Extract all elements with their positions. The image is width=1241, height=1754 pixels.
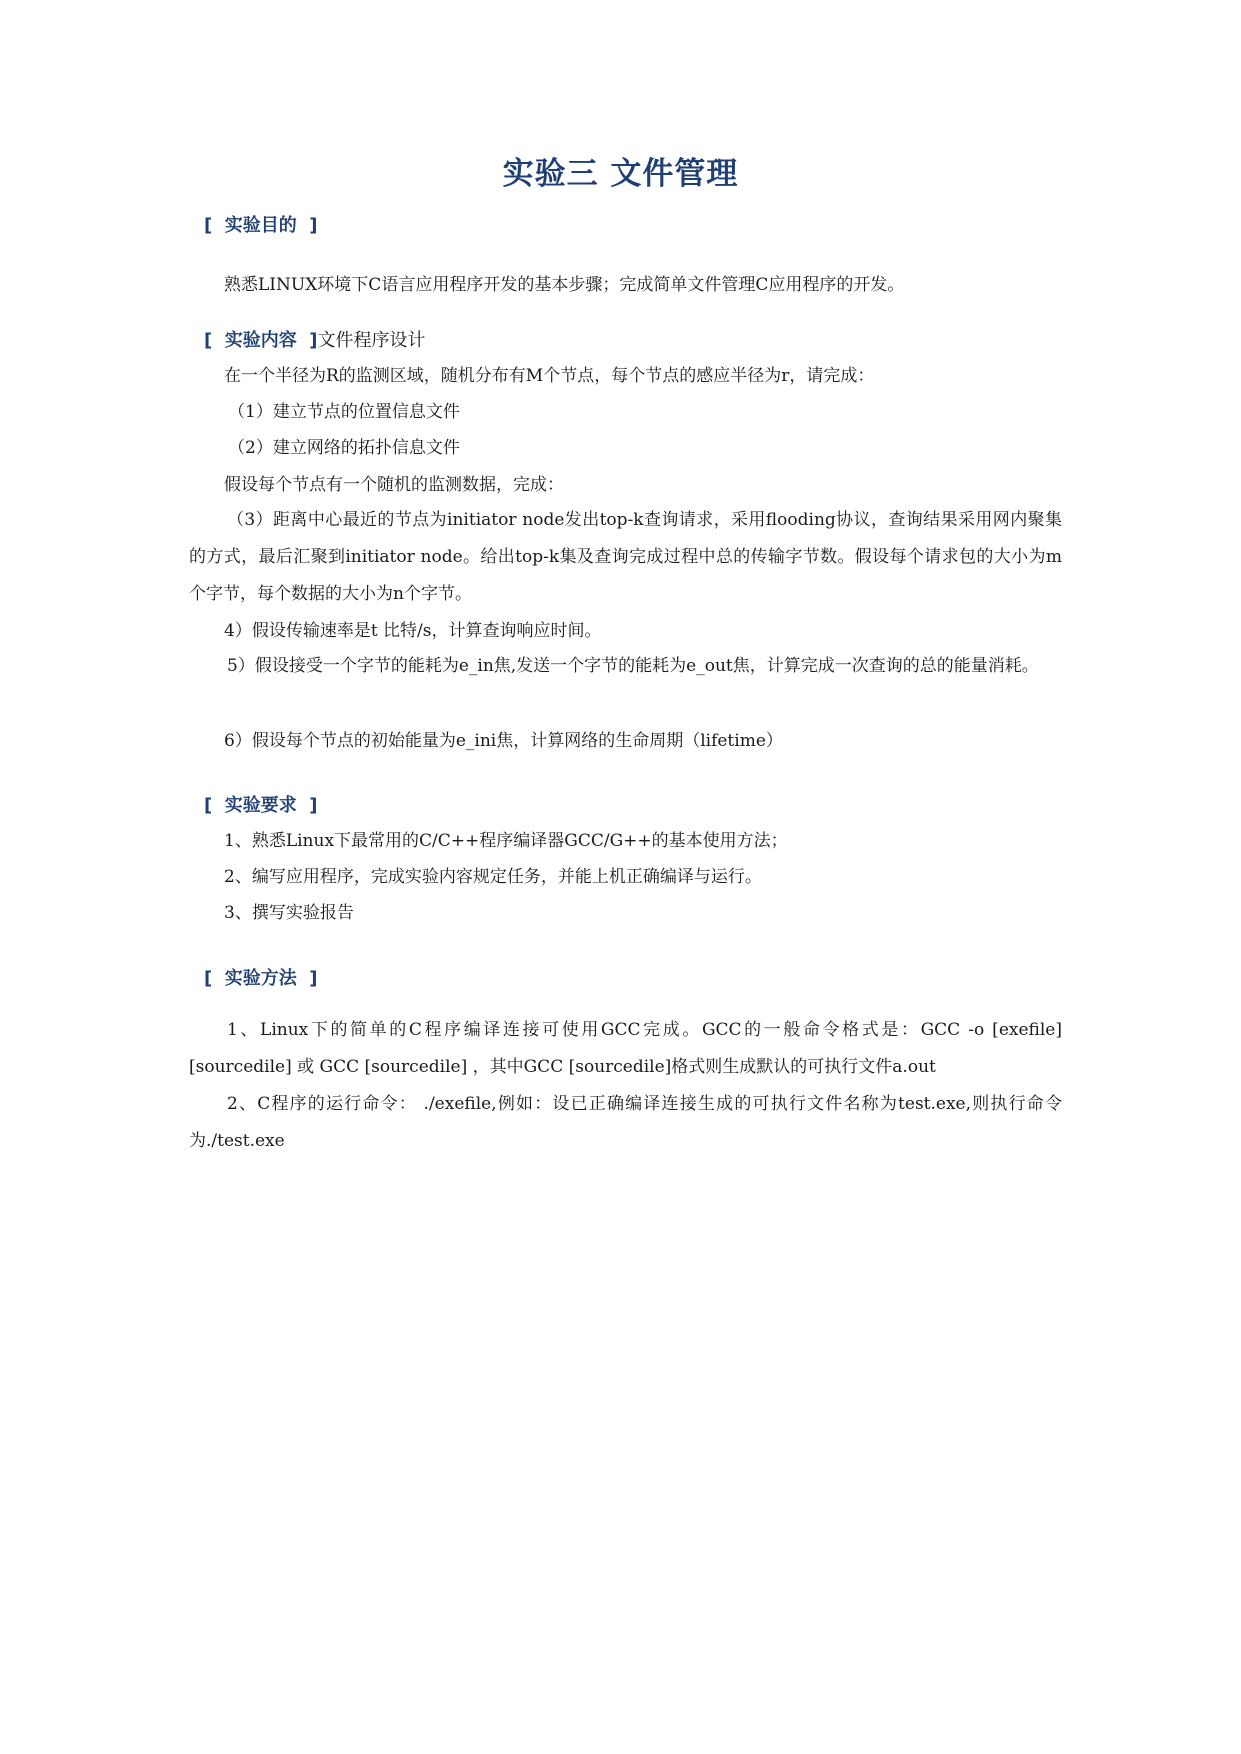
- method-paragraph-2: 2、C程序的运行命令： ./exefile,例如：设已正确编译连接生成的可执行文件名称为test.exe,则执行命令为./test.exe: [189, 1094, 1062, 1151]
- heading-text: 实验方法: [224, 968, 297, 989]
- content-item-1: （1）建立节点的位置信息文件: [228, 402, 460, 422]
- section-heading-method: [204, 966, 1064, 992]
- content-assume: 假设每个节点有一个随机的监测数据，完成：: [224, 475, 564, 495]
- requirement-item-3: 3、撰写实验报告: [224, 903, 354, 923]
- section-purpose: [204, 213, 1064, 239]
- bracket-open: [: [204, 795, 225, 816]
- requirement-item-2: 2、编写应用程序，完成实验内容规定任务，并能上机正确编译与运行。: [224, 867, 762, 887]
- bracket-close: ]: [296, 330, 318, 351]
- page-title: 实验三 文件管理: [502, 156, 739, 192]
- heading-text: 实验目的: [224, 215, 297, 236]
- bracket-close: ]: [296, 795, 318, 816]
- section-heading-requirements: [204, 793, 1064, 819]
- content-item-5: 5）假设接受一个字节的能耗为e_in焦,发送一个字节的能耗为e_out焦，计算完成一次查询的总的能量消耗。: [227, 656, 1039, 676]
- method-paragraph-1: 1、Linux下的简单的C程序编译连接可使用GCC完成。GCC的一般命令格式是：GCC -o [exefile] [sourcedile] 或 GCC [sourcedile] ，其中GCC [sourcedile]格式则生成默认的可执行文件a.out: [189, 1020, 1062, 1077]
- section-method: [204, 966, 1064, 992]
- purpose-text: 熟悉LINUX环境下C语言应用程序开发的基本步骤；完成简单文件管理C应用程序的开发。: [224, 275, 905, 295]
- section-content: [204, 328, 1064, 354]
- content-item-4: 4）假设传输速率是t 比特/s，计算查询响应时间。: [224, 621, 602, 641]
- section-requirements: [204, 793, 1064, 819]
- heading-suffix: 文件程序设计: [317, 330, 426, 351]
- content-item-3: （3）距离中心最近的节点为initiator node发出top-k查询请求，采用flooding协议，查询结果采用网内聚集的方式，最后汇聚到initiator node。给出top-k集及查询完成过程中总的传输字节数。假设每个请求包的大小为m个字节，每个数据的大小为n个字节。: [189, 510, 1062, 604]
- heading-text: 实验内容: [224, 330, 297, 351]
- bracket-open: [: [204, 215, 225, 236]
- bracket-open: [: [204, 330, 225, 351]
- heading-text: 实验要求: [224, 795, 297, 816]
- bracket-close: ]: [296, 968, 318, 989]
- content-item-2: （2）建立网络的拓扑信息文件: [228, 438, 460, 458]
- section-heading-purpose: [204, 213, 1064, 239]
- requirement-item-1: 1、熟悉Linux下最常用的C/C++程序编译器GCC/G++的基本使用方法；: [224, 831, 788, 851]
- section-heading-content: [204, 328, 1064, 354]
- content-intro: 在一个半径为R的监测区域，随机分布有M个节点，每个节点的感应半径为r，请完成：: [224, 366, 875, 386]
- content-item-6: 6）假设每个节点的初始能量为e_ini焦，计算网络的生命周期（lifetime）: [224, 731, 783, 751]
- bracket-open: [: [204, 968, 225, 989]
- bracket-close: ]: [296, 215, 318, 236]
